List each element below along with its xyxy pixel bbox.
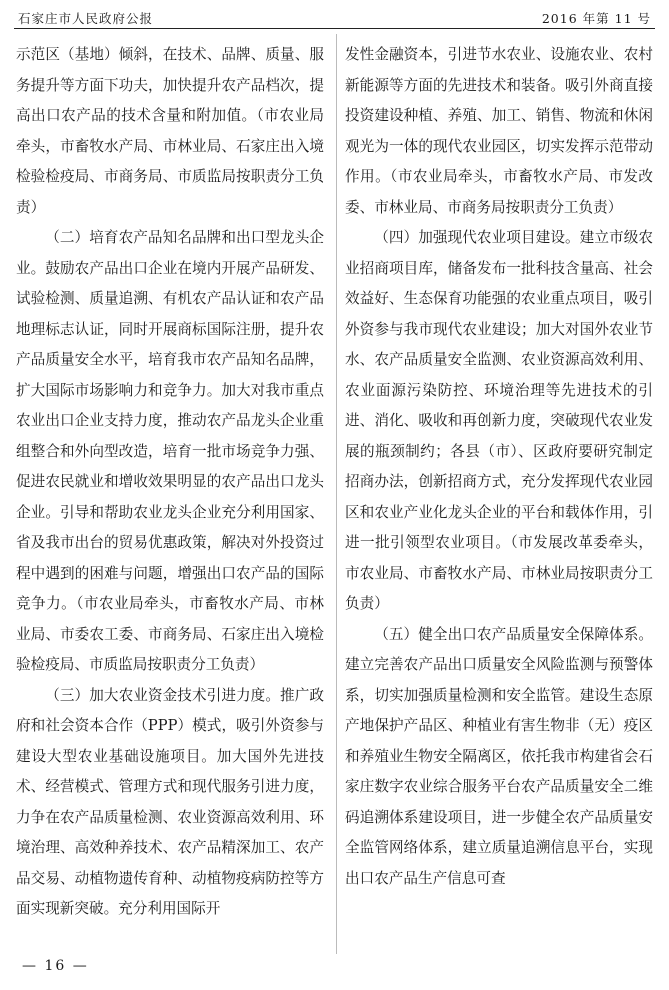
right-column [345,40,653,894]
page-number: — 16 — [22,958,89,974]
left-column [16,40,324,925]
column-divider [336,34,337,954]
page-header [14,6,655,29]
paragraph-continued: 发性金融资本，引进节水农业、设施农业、农村新能源等方面的先进技术和装备。吸引外商直接投资建设种植、养殖、加工、销售、物流和休闲观光为一体的现代农业园区，切实发挥示范带动作用。（市农业局牵头，市畜牧水产局、市发改委、市林业局、市商务局按职责分工负责） [345,46,653,216]
journal-title: 石家庄市人民政府公报 [18,11,154,26]
paragraph-section-3: （三）加大农业资金技术引进力度。推广政府和社会资本合作（PPP）模式，吸引外资参与建设大型农业基础设施项目。加大国外先进技术、经营模式、管理方式和现代服务引进力度，力争在农产品质量检测、农业资源高效利用、环境治理、高效种养技术、农产品精深加工、农产品交易、动植物遗传育种、动植物疫病防控等方面实现新突破。充分利用国际开 [16,686,324,917]
paragraph-section-5: （五）健全出口农产品质量安全保障体系。建立完善农产品出口质量安全风险监测与预警体系，切实加强质量检测和安全监管。建设生态原产地保护产品区、种植业有害生物非（无）疫区和养殖业生物安全隔离区，依托我市构建省会石家庄数字农业综合服务平台农产品质量安全二维码追溯体系建设项目，进一步健全农产品质量安全监管网络体系，建立质量追溯信息平台，实现出口农产品生产信息可查 [345,625,653,887]
issue-number: 2016 年第 11 号 [541,11,651,26]
paragraph-continued: 示范区（基地）倾斜，在技术、品牌、质量、服务提升等方面下功夫，加快提升农产品档次，提高出口农产品的技术含量和附加值。（市农业局牵头，市畜牧水产局、市林业局、石家庄出入境检验检疫局、市商务局、市质监局按职责分工负责） [16,46,324,216]
paragraph-section-4: （四）加强现代农业项目建设。建立市级农业招商项目库，储备发布一批科技含量高、社会效益好、生态保育功能强的农业重点项目，吸引外资参与我市现代农业建设；加大对国外农业节水、农产品质量安全监测、农业资源高效利用、农业面源污染防控、环境治理等先进技术的引进、消化、吸收和再创新力度，突破现代农业发展的瓶颈制约；各县（市）、区政府要研究制定招商办法，创新招商方式，充分发挥现代农业园区和农业产业化龙头企业的平台和载体作用，引进一批引领型农业项目。（市发展改革委牵头，市农业局、市畜牧水产局、市林业局按职责分工负责） [345,229,653,612]
paragraph-section-2: （二）培育农产品知名品牌和出口型龙头企业。鼓励农产品出口企业在境内开展产品研发、试验检测、质量追溯、有机农产品认证和农产品地理标志认证，同时开展商标国际注册，提升农产品质量安全水平，培育我市农产品知名品牌，扩大国际市场影响力和竞争力。加大对我市重点农业出口企业支持力度，推动农产品龙头企业重组整合和外向型改造，培育一批市场竞争力强、促进农民就业和增收效果明显的农产品出口龙头企业。引导和帮助农业龙头企业充分利用国家、省及我市出台的贸易优惠政策，解决对外投资过程中遇到的困难与问题，增强出口农产品的国际竞争力。（市农业局牵头，市畜牧水产局、市林业局、市委农工委、市商务局、石家庄出入境检验检疫局、市质监局按职责分工负责） [16,229,324,673]
